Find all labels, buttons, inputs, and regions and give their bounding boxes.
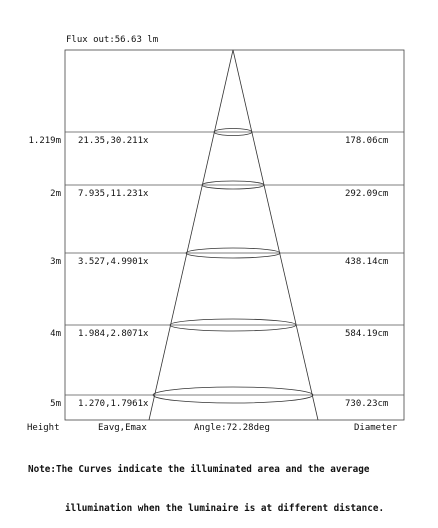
row-illuminance-label: 3.527,4.9901x	[78, 257, 149, 267]
row-height-label: 4m	[50, 329, 61, 339]
note-line-1: Note:The Curves indicate the illuminated area and the average	[28, 464, 370, 475]
row-height-label: 3m	[50, 257, 61, 267]
row-height-label: 1.219m	[28, 136, 61, 146]
beam-edge-right	[233, 50, 318, 420]
row-illuminance-label: 21.35,30.211x	[78, 136, 149, 146]
footer-diameter-label: Diameter	[354, 423, 398, 433]
flux-label: Flux out:56.63 lm	[66, 35, 159, 45]
distance-rows	[28, 129, 404, 410]
row-height-label: 2m	[50, 189, 61, 199]
row-diameter-label: 584.19cm	[345, 329, 389, 339]
angle-label: Angle:72.28deg	[194, 423, 270, 433]
row-diameter-label: 178.06cm	[345, 136, 389, 146]
beam-edge-left	[149, 50, 233, 420]
footer-eavg-emax-label: Eavg,Emax	[98, 423, 147, 433]
note	[28, 437, 428, 528]
note-line-2: illumination when the luminaire is at different distance.	[65, 503, 385, 514]
row-diameter-label: 292.09cm	[345, 189, 389, 199]
plot-frame	[65, 50, 404, 420]
row-illuminance-label: 7.935,11.231x	[78, 189, 149, 199]
row-illuminance-label: 1.270,1.7961x	[78, 399, 149, 409]
row-diameter-label: 438.14cm	[345, 257, 389, 267]
row-diameter-label: 730.23cm	[345, 399, 389, 409]
footer-height-label: Height	[27, 423, 60, 433]
row-height-label: 5m	[50, 399, 61, 409]
row-illuminance-label: 1.984,2.8071x	[78, 329, 149, 339]
